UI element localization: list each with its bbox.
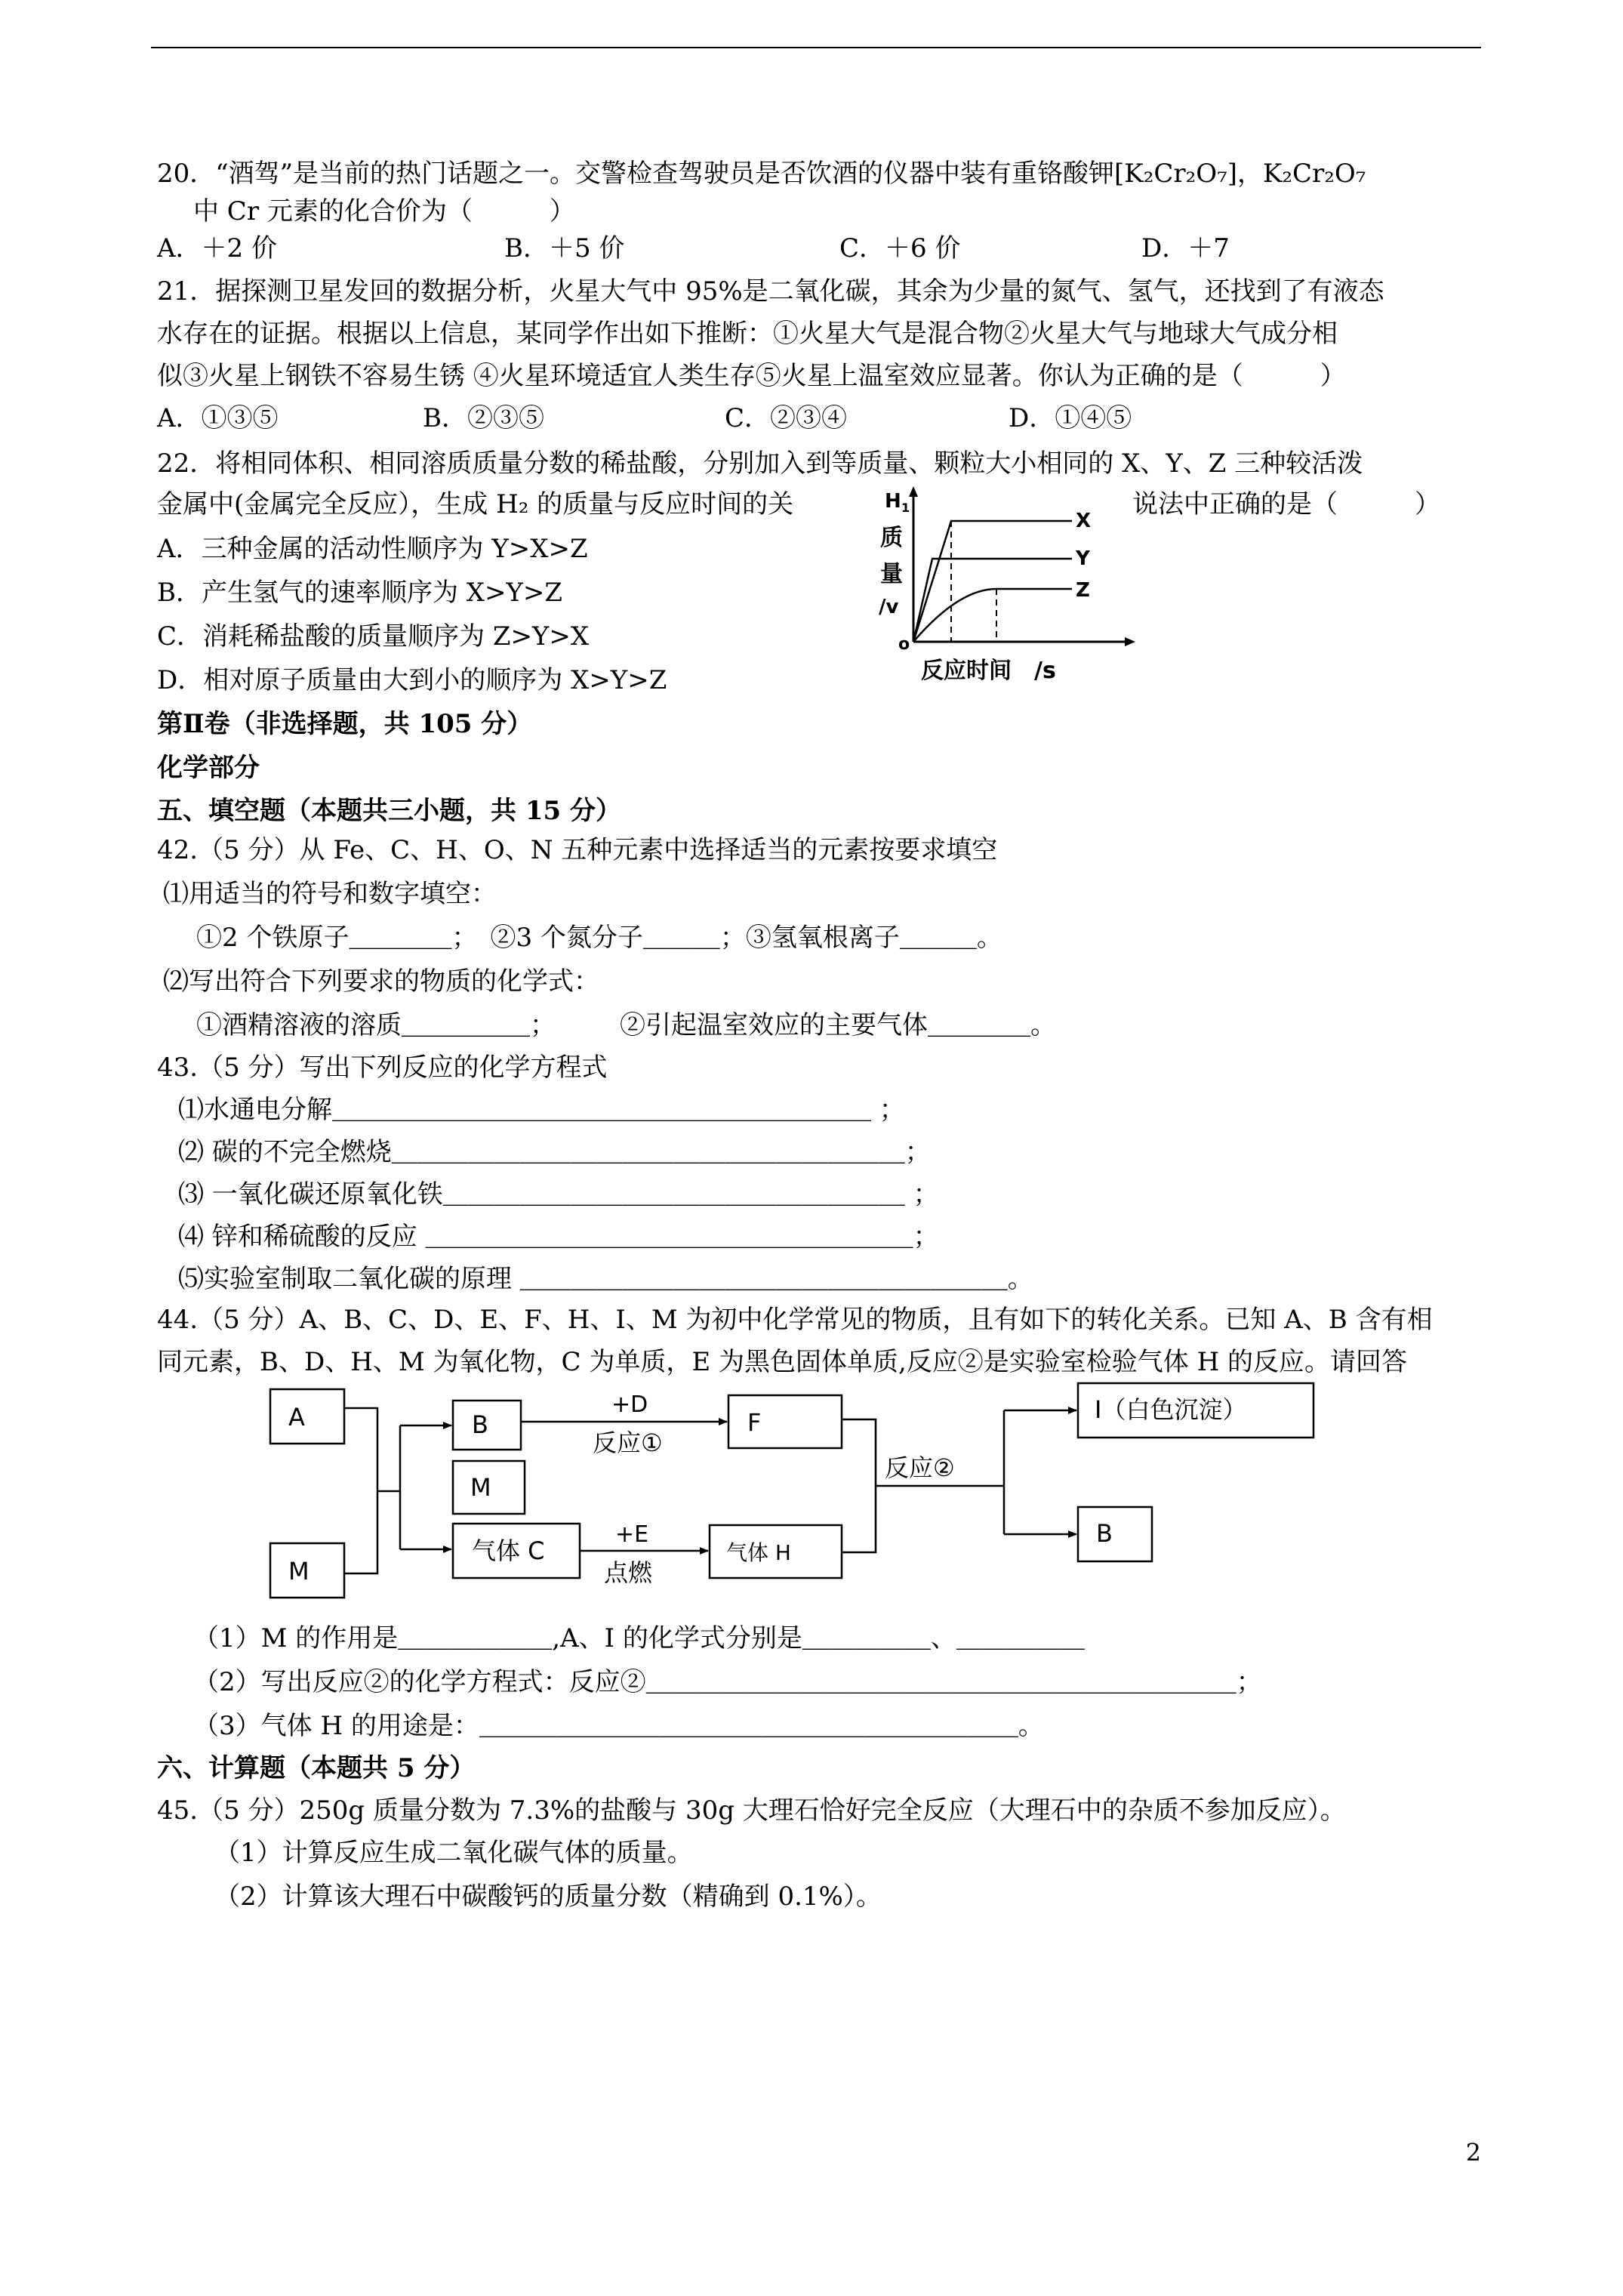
q20-stem-line2: 中 Cr 元素的化合价为（ ）: [193, 196, 575, 227]
q42-stem: 42.（5 分）从 Fe、C、H、O、N 五种元素中选择适当的元素按要求填空: [157, 835, 998, 865]
q20-option-a: A．＋2 价: [157, 233, 277, 264]
box-b-right: [1078, 1507, 1152, 1561]
q44-line2: 同元素，B、D、H、M 为氧化物，C 为单质，E 为黑色固体单质,反应②是实验室检验气体 H 的反应。请回答: [157, 1347, 1408, 1377]
q44-line1: 44.（5 分）A、B、C、D、E、F、H、I、M 为初中化学常见的物质，且有如下的转化关系。已知 A、B 含有相: [157, 1305, 1433, 1335]
graph-y-label-mid1: 质: [880, 525, 903, 551]
q21-line1: 21．据探测卫星发回的数据分析，火星大气中 95%是二氧化碳，其余为少量的氮气、氢气，还找到了有液态: [157, 276, 1384, 307]
label-plus-d: +D: [611, 1391, 648, 1418]
q21-line3: 似③火星上钢铁不容易生锈 ④火星环境适宜人类生存⑤火星上温室效应显著。你认为正确的是（ ）: [157, 361, 1346, 391]
q43-r4: ⑷ 锌和稀硫酸的反应 ＿＿＿＿＿＿＿＿＿＿＿＿＿＿＿＿＿＿＿；: [178, 1222, 939, 1252]
graph-label-x: X: [1076, 510, 1092, 532]
q44-s1: （1）M 的作用是＿＿＿＿＿＿,A、I 的化学式分别是＿＿＿＿＿、＿＿＿＿＿: [193, 1623, 1085, 1653]
q20-stem-line1: 20．“酒驾”是当前的热门话题之一。交警检查驾驶员是否饮酒的仪器中装有重铬酸钾[K₂Cr₂O₇]，K₂Cr₂O₇: [157, 159, 1366, 189]
graph-x-label: 反应时间 /s: [921, 658, 1056, 684]
q44-s2: （2）写出反应②的化学方程式：反应②＿＿＿＿＿＿＿＿＿＿＿＿＿＿＿＿＿＿＿＿＿＿＿；: [193, 1667, 1262, 1697]
graph-x-arrow: [1125, 637, 1135, 646]
q22-line1: 22．将相同体积、相同溶质质量分数的稀盐酸，分别加入到等质量、颗粒大小相同的 X、Y、Z 三种较活泼: [157, 448, 1363, 479]
label-reaction2: 反应②: [885, 1453, 955, 1482]
q20-option-c: C．＋6 价: [839, 233, 961, 264]
q43-stem: 43.（5 分）写出下列反应的化学方程式: [157, 1052, 608, 1083]
part2-title: 第Ⅱ卷（非选择题，共 105 分）: [157, 709, 533, 739]
box-a-label: A: [288, 1403, 305, 1432]
graph-label-y: Y: [1076, 547, 1090, 570]
graph-curve-z: [913, 589, 1072, 642]
wire-a-m-bracket: [344, 1408, 377, 1573]
box-gas-c-label: 气体 C: [472, 1536, 545, 1565]
q44-s3: （3）气体 H 的用途是：＿＿＿＿＿＿＿＿＿＿＿＿＿＿＿＿＿＿＿＿＿。: [193, 1711, 1044, 1741]
q20-option-d: D．＋7: [1141, 233, 1230, 264]
box-b-right-label: B: [1096, 1519, 1113, 1548]
q45-stem: 45.（5 分）250g 质量分数为 7.3%的盐酸与 30g 大理石恰好完全反应（大理石中的杂质不参加反应）。: [157, 1795, 1346, 1826]
q22-option-d: D．相对原子质量由大到小的顺序为 X>Y>Z: [157, 665, 667, 695]
q45-s1: （1）计算反应生成二氧化碳气体的质量。: [214, 1838, 693, 1868]
q43-r1: ⑴水通电分解＿＿＿＿＿＿＿＿＿＿＿＿＿＿＿＿＿＿＿＿＿ ；: [178, 1095, 905, 1125]
q22-option-a: A．三种金属的活动性顺序为 Y>X>Z: [157, 534, 588, 564]
q21-line2: 水存在的证据。根据以上信息，某同学作出如下推断：①火星大气是混合物②火星大气与地球大气成分相: [157, 319, 1338, 349]
q21-option-d: D．①④⑤: [1009, 403, 1132, 433]
q43-r2: ⑵ 碳的不完全燃烧＿＿＿＿＿＿＿＿＿＿＿＿＿＿＿＿＿＿＿＿；: [178, 1137, 931, 1167]
q43-r3: ⑶ 一氧化碳还原氧化铁＿＿＿＿＿＿＿＿＿＿＿＿＿＿＿＿＿＿ ；: [178, 1179, 939, 1210]
q42-part1: ⑴用适当的符号和数字填空：: [163, 879, 497, 909]
label-ignite: 点燃: [604, 1558, 653, 1587]
graph-origin: o: [898, 635, 910, 654]
q43-r5: ⑸实验室制取二氧化碳的原理 ＿＿＿＿＿＿＿＿＿＿＿＿＿＿＿＿＿＿＿。: [178, 1264, 1033, 1294]
graph-y-label-unit: /v: [879, 596, 899, 618]
graph-y-label-sub: 1: [901, 501, 910, 515]
graph-y-label-top: H: [885, 490, 901, 513]
q42-part1-items: ①2 个铁原子＿＿＿＿； ②3 个氮分子＿＿＿；③氢氧根离子＿＿＿。: [196, 923, 1002, 953]
graph-y-arrow: [909, 486, 918, 497]
box-m-left-label: M: [288, 1557, 310, 1586]
graph-y-label-mid2: 量: [880, 561, 903, 587]
q45-s2: （2）计算该大理石中碳酸钙的质量分数（精确到 0.1%）。: [214, 1881, 882, 1912]
graph-curve-x: [913, 521, 1072, 642]
q42-part2-items: ①酒精溶液的溶质＿＿＿＿＿； ②引起温室效应的主要气体＿＿＿＿。: [196, 1010, 1056, 1040]
box-f: [728, 1395, 842, 1448]
box-f-label: F: [747, 1408, 762, 1437]
wire-f-h-bracket: [842, 1419, 876, 1552]
q22-graph: [845, 483, 1147, 695]
label-plus-e: +E: [615, 1521, 649, 1548]
q22-option-c: C．消耗稀盐酸的质量顺序为 Z>Y>X: [157, 621, 590, 652]
q22-option-b: B．产生氢气的速率顺序为 X>Y>Z: [157, 578, 563, 608]
q22-line2a: 金属中(金属完全反应），生成 H₂ 的质量与反应时间的关: [157, 489, 794, 519]
page-number: 2: [1465, 2138, 1481, 2167]
q21-option-c: C．②③④: [725, 403, 848, 433]
box-m-mid-label: M: [470, 1473, 491, 1502]
q42-part2: ⑵写出符合下列要求的物质的化学式：: [163, 966, 599, 997]
box-a: [270, 1389, 344, 1444]
box-gas-h-label: 气体 H: [726, 1540, 791, 1565]
graph-curve-y: [913, 559, 1072, 642]
q21-option-b: B．②③⑤: [423, 403, 544, 433]
q20-option-b: B．＋5 价: [504, 233, 625, 264]
sec5-title: 五、填空题（本题共三小题，共 15 分）: [157, 796, 621, 826]
q44-diagram: [257, 1374, 1344, 1616]
graph-label-z: Z: [1076, 579, 1090, 602]
box-b-mid-label: B: [472, 1410, 488, 1439]
q21-option-a: A．①③⑤: [157, 403, 279, 433]
label-reaction1: 反应①: [593, 1428, 663, 1457]
q22-line2b: 说法中正确的是（ ）: [1132, 489, 1440, 519]
box-i-label: I（白色沉淀）: [1095, 1395, 1247, 1424]
header-rule: [151, 47, 1481, 48]
part2-subject: 化学部分: [157, 753, 260, 783]
sec6-title: 六、计算题（本题共 5 分）: [157, 1753, 476, 1783]
